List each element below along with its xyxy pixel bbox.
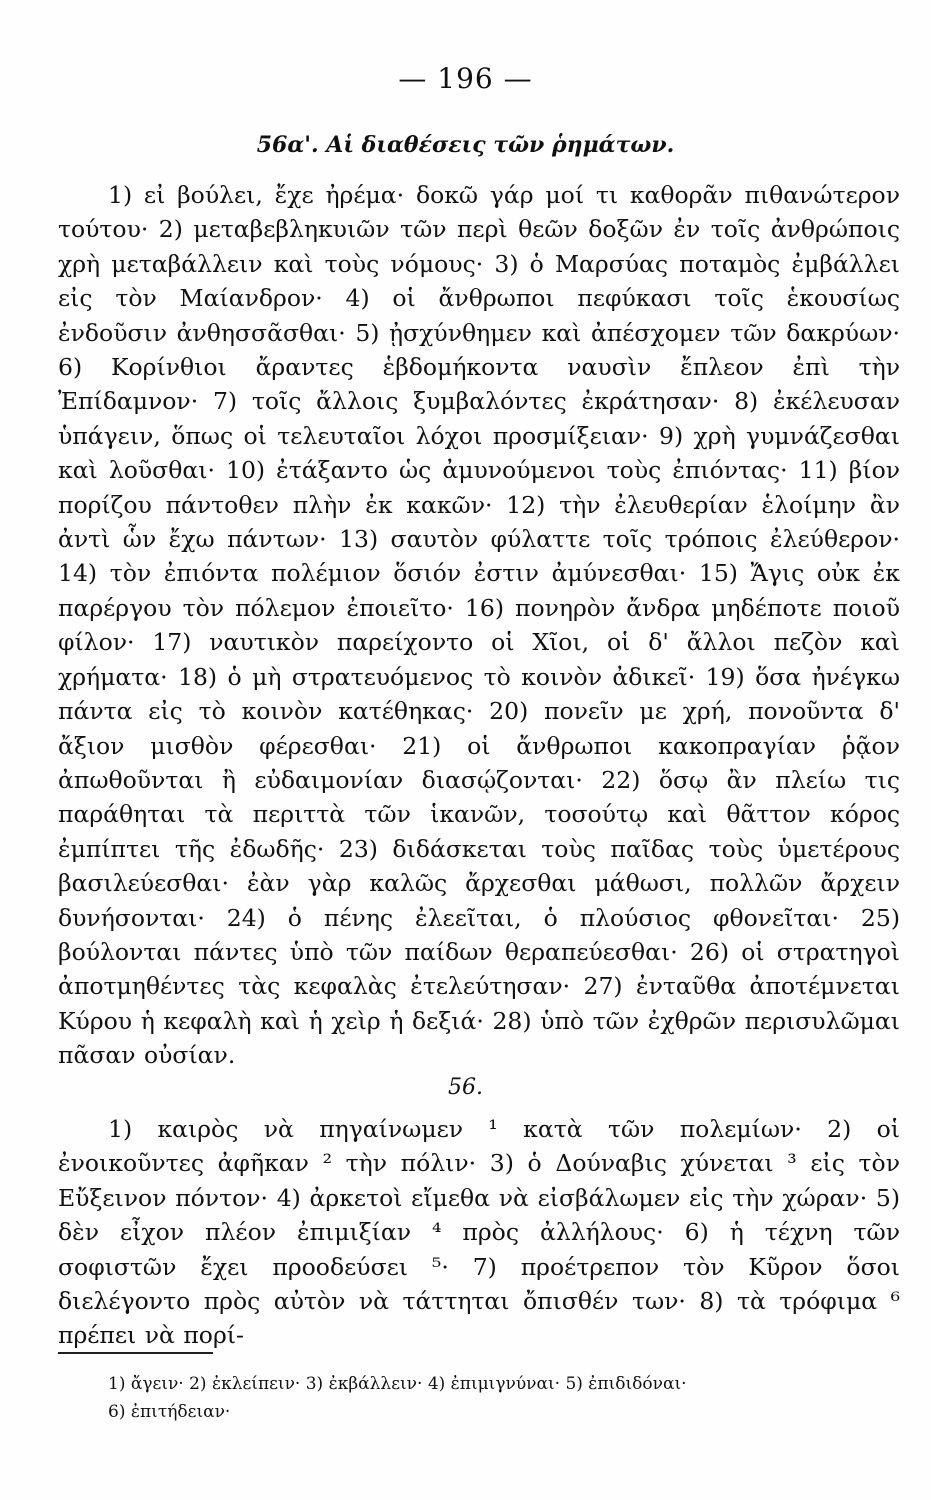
footnotes	[58, 1370, 900, 1426]
footnote-divider	[58, 1352, 213, 1354]
footnote-line: 1) ἄγειν· 2) ἐκλείπειν· 3) ἐκβάλλειν· 4) ἐπιμιγνύναι· 5) ἐπιδιδόναι·	[108, 1374, 687, 1394]
page-number: — 196 —	[398, 62, 533, 95]
section-heading-56a: 56α'. Αἱ διαθέσεις τῶν ῥημάτων.	[256, 132, 675, 158]
exercise-text-56a: 1) εἰ βούλει, ἔχε ἠρέμα· δοκῶ γάρ μοί τι καθορᾶν πιθανώτερον τούτου· 2) μεταβεβληκυιῶν τῶν περὶ θεῶν δοξῶν ἐν τοῖς ἀνθρώποις χρὴ μεταβάλλειν καὶ τοὺς νόμους· 3) ὁ Μαρσύας ποταμὸς ἐμβάλλει εἰς τὸν Μαίανδρον· 4) οἱ ἄνθρωποι πεφύκασι τοῖς ἑκουσίως ἐνδοῦσιν ἀνθησσᾶσθαι· 5) ᾐσχύνθημεν καὶ ἀπέσχομεν τῶν δακρύων· 6) Κορίνθιοι ἄραντες ἑβδομήκοντα ναυσὶν ἔπλεον ἐπὶ τὴν Ἐπίδαμνον· 7) τοῖς ἄλλοις ξυμβαλόντες ἐκράτησαν· 8) ἐκέλευσαν ὑπάγειν, ὅπως οἱ τελευταῖοι λόχοι προσμίξειαν· 9) χρὴ γυμνάζεσθαι καὶ λοῦσθαι· 10) ἐτάξαντο ὡς ἀμυνούμενοι τοὺς ἐπιόντας· 11) βίον πορίζου πάντοθεν πλὴν ἐκ κακῶν· 12) τὴν ἐλευθερίαν ἑλοίμην ἂν ἀντὶ ὧν ἔχω πάντων· 13) σαυτὸν φύλαττε τοῖς τρόποις ἐλεύθερον· 14) τὸν ἐπιόντα πολέμιον ὅσιόν ἐστιν ἀμύνεσθαι· 15) Ἄγις οὐκ ἐκ παρέργου τὸν πόλεμον ἐποιεῖτο· 16) πονηρὸν ἄνδρα μηδέποτε ποιοῦ φίλον· 17) ναυτικὸν παρείχοντο οἱ Χῖοι, οἱ δ' ἄλλοι πεζὸν καὶ χρήματα· 18) ὁ μὴ στρατευόμενος τὸ κοινὸν ἀδικεῖ· 19) ὅσα ἠνέγκω πάντα εἰς τὸ κοινὸν κατέθηκας· 20) πονεῖν με χρή, πονοῦντα δ' ἄξιον μισθὸν φέρεσθαι· 21) οἱ ἄνθρωποι κακοπραγίαν ῥᾷον ἀπωθοῦνται ἢ εὐδαιμονίαν διασῴζονται· 22) ὅσῳ ἂν πλείω τις παράθηται τὰ περιττὰ τῶν ἱκανῶν, τοσούτῳ καὶ θᾶττον κόρος ἐμπίπτει τῆς ἐδωδῆς· 23) διδάσκεται τοὺς παῖδας τοὺς ὑμετέρους βασιλεύεσθαι· ἐὰν γὰρ καλῶς ἄρχεσθαι μάθωσι, πολλῶν ἄρχειν δυνήσονται· 24) ὁ πένης ἐλεεῖται, ὁ πλούσιος φθονεῖται· 25) βούλονται πάντες ὑπὸ τῶν παίδων θεραπεύεσθαι· 26) οἱ στρατηγοὶ ἀποτμηθέντες τὰς κεφαλὰς ἐτελεύτησαν· 27) ἐνταῦθα ἀποτέμνεται Κύρου ἡ κεφαλὴ καὶ ἡ χεὶρ ἡ δεξιά· 28) ὑπὸ τῶν ἐχθρῶν περισυλῶμαι πᾶσαν οὐσίαν.	[58, 181, 900, 1070]
exercise-block-56b	[58, 1112, 900, 1353]
footnote-line: 6) ἐπιτήδειαν·	[108, 1402, 231, 1422]
section-heading-56b: 56.	[448, 1075, 483, 1100]
exercise-block-56a	[58, 178, 900, 1073]
exercise-text-56b: 1) καιρὸς νὰ πηγαίνωμεν ¹ κατὰ τῶν πολεμίων· 2) οἱ ἐνοικοῦντες ἀφῆκαν ² τὴν πόλιν· 3) ὁ Δούναβις χύνεται ³ εἰς τὸν Εὔξεινον πόντον· 4) ἀρκετοὶ εἴμεθα νὰ εἰσβάλωμεν εἰς τὴν χώραν· 5) δὲν εἶχον πλέον ἐπιμιξίαν ⁴ πρὸς ἀλλήλους· 6) ἡ τέχνη τῶν σοφιστῶν ἔχει προοδεύσει ⁵· 7) προέτρεπον τὸν Κῦρον ὅσοι διελέγοντο πρὸς αὐτὸν νὰ τάττηται ὄπισθέν των· 8) τὰ τρόφιμα ⁶ πρέπει νὰ πορί-	[58, 1115, 900, 1350]
